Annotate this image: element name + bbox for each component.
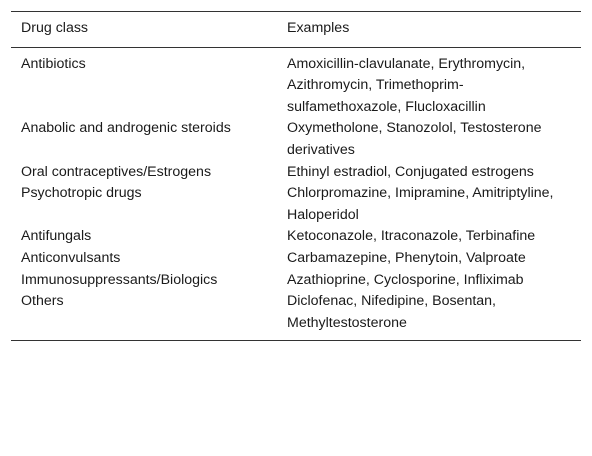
drug-class-cell: Immunosuppressants/Biologics [21, 271, 218, 288]
drug-class-cell: Antibiotics [21, 55, 86, 72]
examples-cell: Ethinyl estradiol, Conjugated estrogens [287, 163, 534, 180]
drug-class-cell: Anabolic and androgenic steroids [21, 120, 231, 137]
examples-cell: Amoxicillin-clavulanate, Erythromycin, Azithromycin, Trimethoprim-sulfamethoxazole, Flucloxacillin [287, 55, 526, 115]
drug-class-table [11, 11, 581, 341]
table-row [11, 183, 581, 226]
drug-class-cell: Antifungals [21, 228, 92, 245]
examples-cell: Diclofenac, Nifedipine, Bosentan, Methyltestosterone [287, 293, 496, 331]
table-row [11, 226, 581, 248]
drug-class-cell: Anticonvulsants [21, 249, 121, 266]
table-row [11, 291, 581, 341]
table-row [11, 162, 581, 184]
header-examples: Examples [287, 20, 350, 36]
examples-cell: Ketoconazole, Itraconazole, Terbinafine [287, 228, 536, 245]
table-row [11, 118, 581, 161]
table-row [11, 248, 581, 270]
table-row [11, 270, 581, 292]
header-drug-class: Drug class [21, 20, 89, 36]
drug-class-cell: Psychotropic drugs [21, 185, 142, 202]
examples-cell: Oxymetholone, Stanozolol, Testosterone derivatives [287, 120, 542, 158]
examples-cell: Chlorpromazine, Imipramine, Amitriptyline, Haloperidol [287, 185, 554, 223]
examples-cell: Carbamazepine, Phenytoin, Valproate [287, 249, 526, 266]
table-header-row [11, 12, 581, 48]
drug-class-cell: Others [21, 293, 64, 310]
table-row [11, 47, 581, 118]
drug-table-container [11, 11, 581, 341]
examples-cell: Azathioprine, Cyclosporine, Infliximab [287, 271, 524, 288]
drug-class-cell: Oral contraceptives/Estrogens [21, 163, 212, 180]
